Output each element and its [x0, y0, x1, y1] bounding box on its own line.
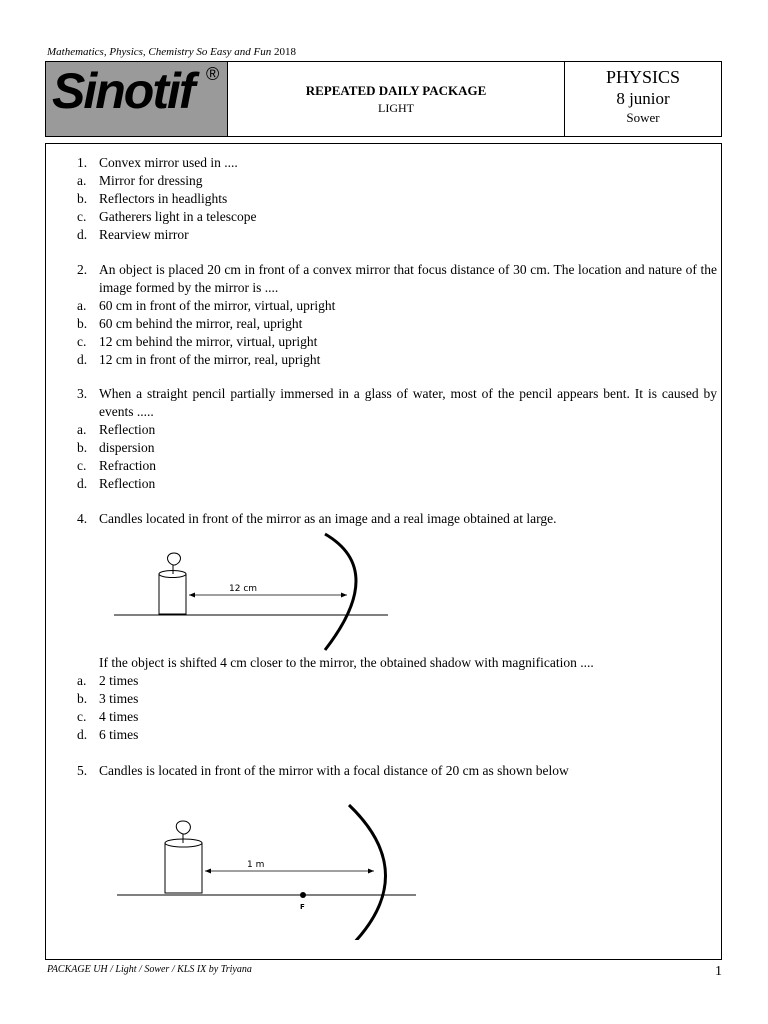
semester: Sower	[626, 110, 660, 125]
option-letter: b.	[77, 316, 88, 331]
mirror-diagram	[77, 528, 717, 654]
option-item	[77, 315, 717, 333]
distance-label: 12 cm	[229, 584, 258, 594]
candle-flame	[167, 553, 180, 565]
question-text: When a straight pencil partially immersed in a glass of water, most of the pencil appears bent. It is caused by events .....	[99, 386, 717, 419]
option-text: Reflection	[99, 476, 156, 491]
option-text: Reflectors in headlights	[99, 191, 228, 206]
concave-mirror	[325, 534, 356, 650]
followup-text: If the object is shifted 4 cm closer to the mirror, the obtained shadow with magnification ....	[99, 655, 594, 670]
option-letter: a.	[77, 673, 87, 688]
header-table	[45, 61, 722, 137]
footer-text: PACKAGE UH / Light / Sower / KLS IX by Triyana	[47, 964, 252, 975]
focal-point	[300, 892, 306, 898]
subject: PHYSICS	[605, 67, 681, 87]
topic: LIGHT	[378, 101, 414, 115]
option-text: Refraction	[99, 458, 156, 473]
question-3	[77, 385, 717, 493]
option-item	[77, 297, 717, 315]
option-text: dispersion	[99, 440, 155, 455]
question-number: 5.	[77, 763, 88, 778]
question-text: Convex mirror used in ....	[99, 155, 238, 170]
candle-flame	[176, 821, 190, 834]
question-text: An object is placed 20 cm in front of a convex mirror that focus distance of 30 cm. The location and nature of the image formed by the mirror is ....	[99, 262, 717, 295]
grade: 8 junior	[616, 89, 670, 108]
option-list	[77, 672, 717, 744]
question-number: 4.	[77, 511, 88, 526]
registered-mark: ®	[206, 64, 220, 84]
question-number: 2.	[77, 262, 88, 277]
logo	[46, 62, 228, 136]
question-1	[77, 154, 717, 244]
option-item	[77, 439, 717, 457]
arrow-head-left	[205, 869, 211, 874]
question-number: 1.	[77, 155, 88, 170]
option-item	[77, 208, 717, 226]
question-number: 3.	[77, 386, 88, 401]
header-subject-cell	[565, 62, 721, 136]
option-text: 12 cm in front of the mirror, real, upright	[99, 352, 321, 367]
logo-text: Sinotif	[52, 63, 194, 119]
option-letter: c.	[77, 458, 87, 473]
option-letter: d.	[77, 476, 88, 491]
option-text: 2 times	[99, 673, 139, 688]
question-2	[77, 261, 717, 369]
option-list	[77, 421, 717, 493]
concave-mirror	[349, 805, 386, 940]
page-number: 1	[715, 964, 722, 979]
option-text: 3 times	[99, 691, 139, 706]
distance-label: 1 m	[247, 860, 265, 870]
option-letter: c.	[77, 709, 87, 724]
option-letter: d.	[77, 227, 88, 242]
option-text: Mirror for dressing	[99, 173, 203, 188]
option-item	[77, 672, 717, 690]
tagline	[47, 46, 296, 58]
option-letter: b.	[77, 440, 88, 455]
header-title-cell	[228, 62, 565, 136]
question-box	[45, 143, 722, 960]
arrow-head-left	[189, 593, 195, 598]
option-item	[77, 351, 717, 369]
option-letter: d.	[77, 352, 88, 367]
option-item	[77, 457, 717, 475]
arrow-head-right	[368, 869, 374, 874]
tagline-text: Mathematics, Physics, Chemistry So Easy and Fun	[47, 46, 272, 58]
package-title: REPEATED DAILY PACKAGE	[305, 83, 487, 98]
question-text: Candles located in front of the mirror as an image and a real image obtained at large.	[99, 511, 557, 526]
arrow-head-right	[341, 593, 347, 598]
candle-body	[159, 574, 186, 614]
option-letter: c.	[77, 334, 87, 349]
option-text: Gatherers light in a telescope	[99, 209, 257, 224]
mirror-diagram-2	[77, 780, 717, 940]
option-letter: b.	[77, 191, 88, 206]
option-item	[77, 726, 717, 744]
option-text: Reflection	[99, 422, 156, 437]
option-letter: b.	[77, 691, 88, 706]
option-item	[77, 690, 717, 708]
option-item	[77, 172, 717, 190]
option-letter: a.	[77, 422, 87, 437]
option-list	[77, 172, 717, 244]
option-text: 60 cm in front of the mirror, virtual, upright	[99, 298, 336, 313]
tagline-year: 2018	[274, 46, 296, 58]
option-list	[77, 297, 717, 369]
focal-label: F	[300, 903, 305, 911]
option-item	[77, 333, 717, 351]
option-letter: a.	[77, 173, 87, 188]
option-letter: d.	[77, 727, 88, 742]
question-5	[77, 762, 717, 940]
figure-concave-mirror-12cm	[77, 528, 717, 654]
option-text: 12 cm behind the mirror, virtual, upright	[99, 334, 318, 349]
option-item	[77, 190, 717, 208]
candle-body	[165, 843, 202, 893]
figure-concave-mirror-1m	[77, 780, 717, 940]
option-item	[77, 226, 717, 244]
question-4	[77, 510, 717, 744]
option-letter: a.	[77, 298, 87, 313]
option-letter: c.	[77, 209, 87, 224]
option-text: 60 cm behind the mirror, real, upright	[99, 316, 303, 331]
option-text: 4 times	[99, 709, 139, 724]
option-text: Rearview mirror	[99, 227, 189, 242]
option-item	[77, 708, 717, 726]
question-text: Candles is located in front of the mirror with a focal distance of 20 cm as shown below	[99, 763, 569, 778]
option-text: 6 times	[99, 727, 139, 742]
option-item	[77, 475, 717, 493]
option-item	[77, 421, 717, 439]
